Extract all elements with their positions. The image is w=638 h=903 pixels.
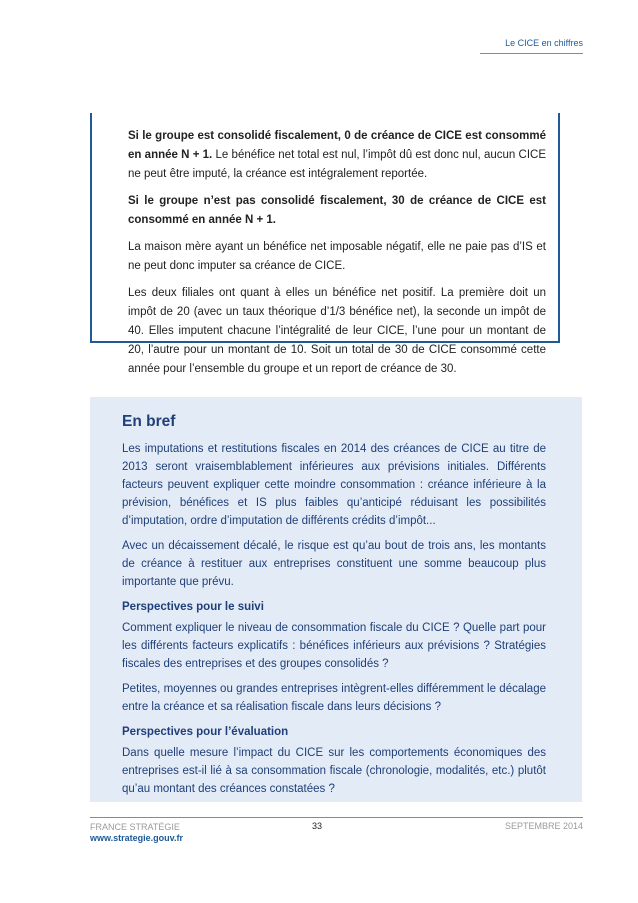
- summary-paragraph-2: Avec un décaissement décalé, le risque est qu’au bout de trois ans, les montants de créance à restituer aux entreprises constituent une somme beaucoup plus importante que prévu.: [122, 540, 546, 588]
- example-paragraph-4: Les deux filiales ont quant à elles un bénéfice net positif. La première doit un impôt de 20 (avec un taux théorique d’1/3 bénéfice net), la seconde un impôt de 40. Elles imputent chacune l’intégralité de leur CICE, l’une pour un montant de 20, l’autre pour un montant de 10. Soit un total de 30 de CICE consommé cette année pour l’ensemble du groupe et un report de créance de 30.: [128, 287, 546, 375]
- footer-website-link[interactable]: www.strategie.gouv.fr: [90, 833, 184, 843]
- heading-perspectives-suivi: Perspectives pour le suivi: [122, 601, 264, 613]
- example-paragraph-2: Si le groupe n’est pas consolidé fiscalement, 30 de créance de CICE est consommé en année N + 1.: [128, 195, 546, 226]
- example-paragraph-1: [128, 127, 546, 184]
- summary-paragraph-5: Dans quelle mesure l’impact du CICE sur les comportements économiques des entreprises est-il lié à sa consommation fiscale (chronologie, modalités, etc.) plutôt qu’au montant des créances constatées ?: [122, 747, 546, 795]
- example-p1-rest: Le bénéfice net total est nul, l’impôt dû est donc nul, aucun CICE ne peut être imputé, la créance est intégralement reportée.: [128, 149, 546, 180]
- summary-paragraph-3: Comment expliquer le niveau de consommation fiscale du CICE ? Quelle part pour les différents facteurs explicatifs : bénéfices inférieurs aux prévisions ? Stratégies fiscales des entreprises et des groupes consolidés ?: [122, 622, 546, 670]
- page-number: 33: [312, 821, 323, 831]
- summary-title: En bref: [122, 413, 176, 430]
- header-divider: [480, 53, 583, 54]
- summary-paragraph-1: Les imputations et restitutions fiscales en 2014 des créances de CICE au titre de 2013 seront vraisemblablement inférieures aux prévisions initiales. Différents facteurs peuvent expliquer cette moindre consommation : créance inférieure à la prévision, bénéfices et IS plus faibles qu’anticipé réduisant les possibilités d’imputation, ordre d’imputation de différents crédits d’impôt...: [122, 443, 546, 527]
- footer-divider: [90, 817, 583, 818]
- footer-org: FRANCE STRATÉGIE: [90, 822, 180, 832]
- running-header: Le CICE en chiffres: [505, 38, 583, 48]
- heading-perspectives-evaluation: Perspectives pour l’évaluation: [122, 726, 289, 738]
- example-paragraph-3: La maison mère ayant un bénéfice net imposable négatif, elle ne paie pas d’IS et ne peut donc imputer sa créance de CICE.: [128, 241, 546, 272]
- summary-paragraph-4: Petites, moyennes ou grandes entreprises intègrent-elles différemment le décalage entre la créance et sa réalisation fiscale dans leurs décisions ?: [122, 683, 546, 713]
- example-box: [128, 127, 546, 387]
- example-p1-bold: Si le groupe est consolidé fiscalement, 0 de créance de CICE est consommé en année N + 1.: [128, 130, 546, 161]
- summary-box: [122, 412, 546, 805]
- footer-date: SEPTEMBRE 2014: [504, 821, 583, 831]
